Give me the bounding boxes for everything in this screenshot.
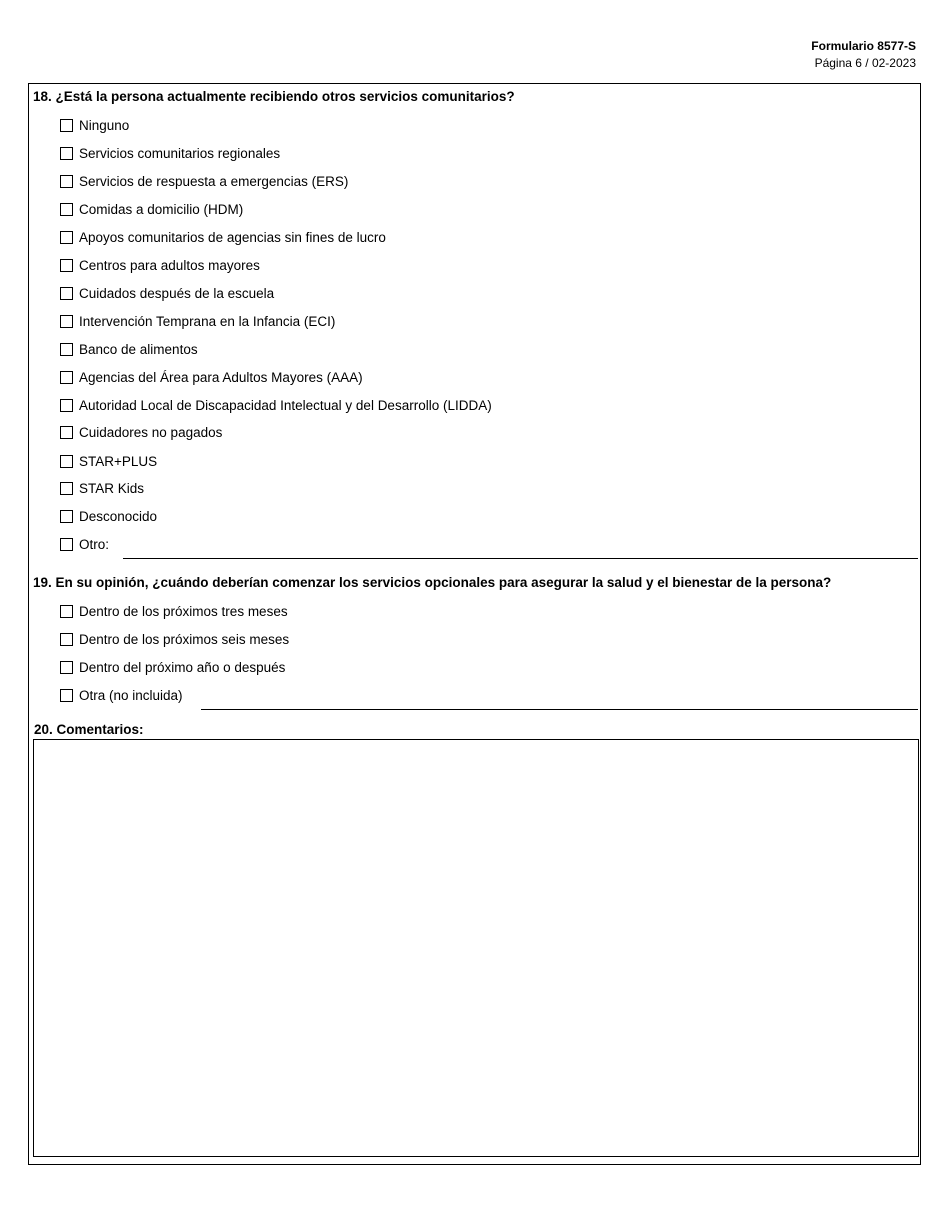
option-label: Otra (no incluida) (79, 687, 183, 703)
checkbox[interactable] (60, 343, 73, 356)
checkbox[interactable] (60, 661, 73, 674)
q18-option-food-bank[interactable] (60, 339, 198, 359)
option-label: Comidas a domicilio (HDM) (79, 201, 244, 217)
checkbox[interactable] (60, 633, 73, 646)
checkbox[interactable] (60, 455, 73, 468)
question-20-title: 20. Comentarios: (34, 722, 144, 737)
q18-option-aaa[interactable] (60, 367, 363, 387)
q19-option-three-months[interactable] (60, 601, 288, 621)
option-label: Cuidados después de la escuela (79, 285, 275, 301)
option-label: Otro: (79, 536, 110, 552)
q18-option-after-school[interactable] (60, 283, 274, 303)
checkbox[interactable] (60, 315, 73, 328)
option-label: Banco de alimentos (79, 341, 198, 357)
q18-option-hdm[interactable] (60, 199, 243, 219)
checkbox[interactable] (60, 482, 73, 495)
checkbox[interactable] (60, 119, 73, 132)
q19-option-next-year[interactable] (60, 657, 285, 677)
option-label: Dentro de los próximos seis meses (79, 631, 290, 647)
q18-other-write-in-line[interactable] (123, 558, 918, 559)
page-info: Página 6 / 02-2023 (814, 56, 916, 70)
page-header (811, 38, 916, 72)
q18-option-senior-centers[interactable] (60, 255, 260, 275)
question-18-title: 18. ¿Está la persona actualmente recibiendo otros servicios comunitarios? (33, 89, 515, 104)
form-number: Formulario 8577-S (811, 39, 916, 53)
q19-option-other[interactable] (60, 685, 183, 705)
checkbox[interactable] (60, 510, 73, 523)
option-label: STAR Kids (79, 480, 145, 496)
option-label: Apoyos comunitarios de agencias sin fines de lucro (79, 229, 386, 245)
checkbox[interactable] (60, 287, 73, 300)
q19-option-six-months[interactable] (60, 629, 289, 649)
checkbox[interactable] (60, 231, 73, 244)
checkbox[interactable] (60, 538, 73, 551)
q18-option-ninguno[interactable] (60, 115, 129, 135)
option-label: Servicios de respuesta a emergencias (ERS) (79, 173, 349, 189)
q19-other-write-in-line[interactable] (201, 709, 918, 710)
option-label: Intervención Temprana en la Infancia (ECI) (79, 313, 336, 329)
q18-option-lidda[interactable] (60, 395, 492, 415)
question-19-title: 19. En su opinión, ¿cuándo deberían comenzar los servicios opcionales para asegurar la salud y el bienestar de la persona? (33, 575, 832, 590)
option-label: Agencias del Área para Adultos Mayores (AAA) (79, 369, 363, 385)
checkbox[interactable] (60, 426, 73, 439)
q18-option-other[interactable] (60, 534, 109, 554)
checkbox[interactable] (60, 689, 73, 702)
comments-textarea[interactable] (33, 739, 919, 1157)
checkbox[interactable] (60, 175, 73, 188)
option-label: Servicios comunitarios regionales (79, 145, 281, 161)
option-label: Autoridad Local de Discapacidad Intelectual y del Desarrollo (LIDDA) (79, 397, 492, 413)
checkbox[interactable] (60, 605, 73, 618)
checkbox[interactable] (60, 203, 73, 216)
option-label: Ninguno (79, 117, 130, 133)
q18-option-ers[interactable] (60, 171, 348, 191)
checkbox[interactable] (60, 371, 73, 384)
q18-option-nonprofit[interactable] (60, 227, 386, 247)
form-frame (28, 83, 921, 1165)
q18-option-star-kids[interactable] (60, 478, 144, 498)
option-label: Centros para adultos mayores (79, 257, 260, 273)
q18-option-regional[interactable] (60, 143, 280, 163)
q18-option-unknown[interactable] (60, 506, 157, 526)
q18-option-unpaid-caregivers[interactable] (60, 422, 222, 442)
checkbox[interactable] (60, 399, 73, 412)
option-label: Desconocido (79, 508, 158, 524)
q18-option-eci[interactable] (60, 311, 335, 331)
option-label: Dentro de los próximos tres meses (79, 603, 288, 619)
option-label: Cuidadores no pagados (79, 424, 223, 440)
q18-option-star-plus[interactable] (60, 451, 157, 471)
option-label: Dentro del próximo año o después (79, 659, 286, 675)
option-label: STAR+PLUS (79, 453, 158, 469)
checkbox[interactable] (60, 147, 73, 160)
checkbox[interactable] (60, 259, 73, 272)
